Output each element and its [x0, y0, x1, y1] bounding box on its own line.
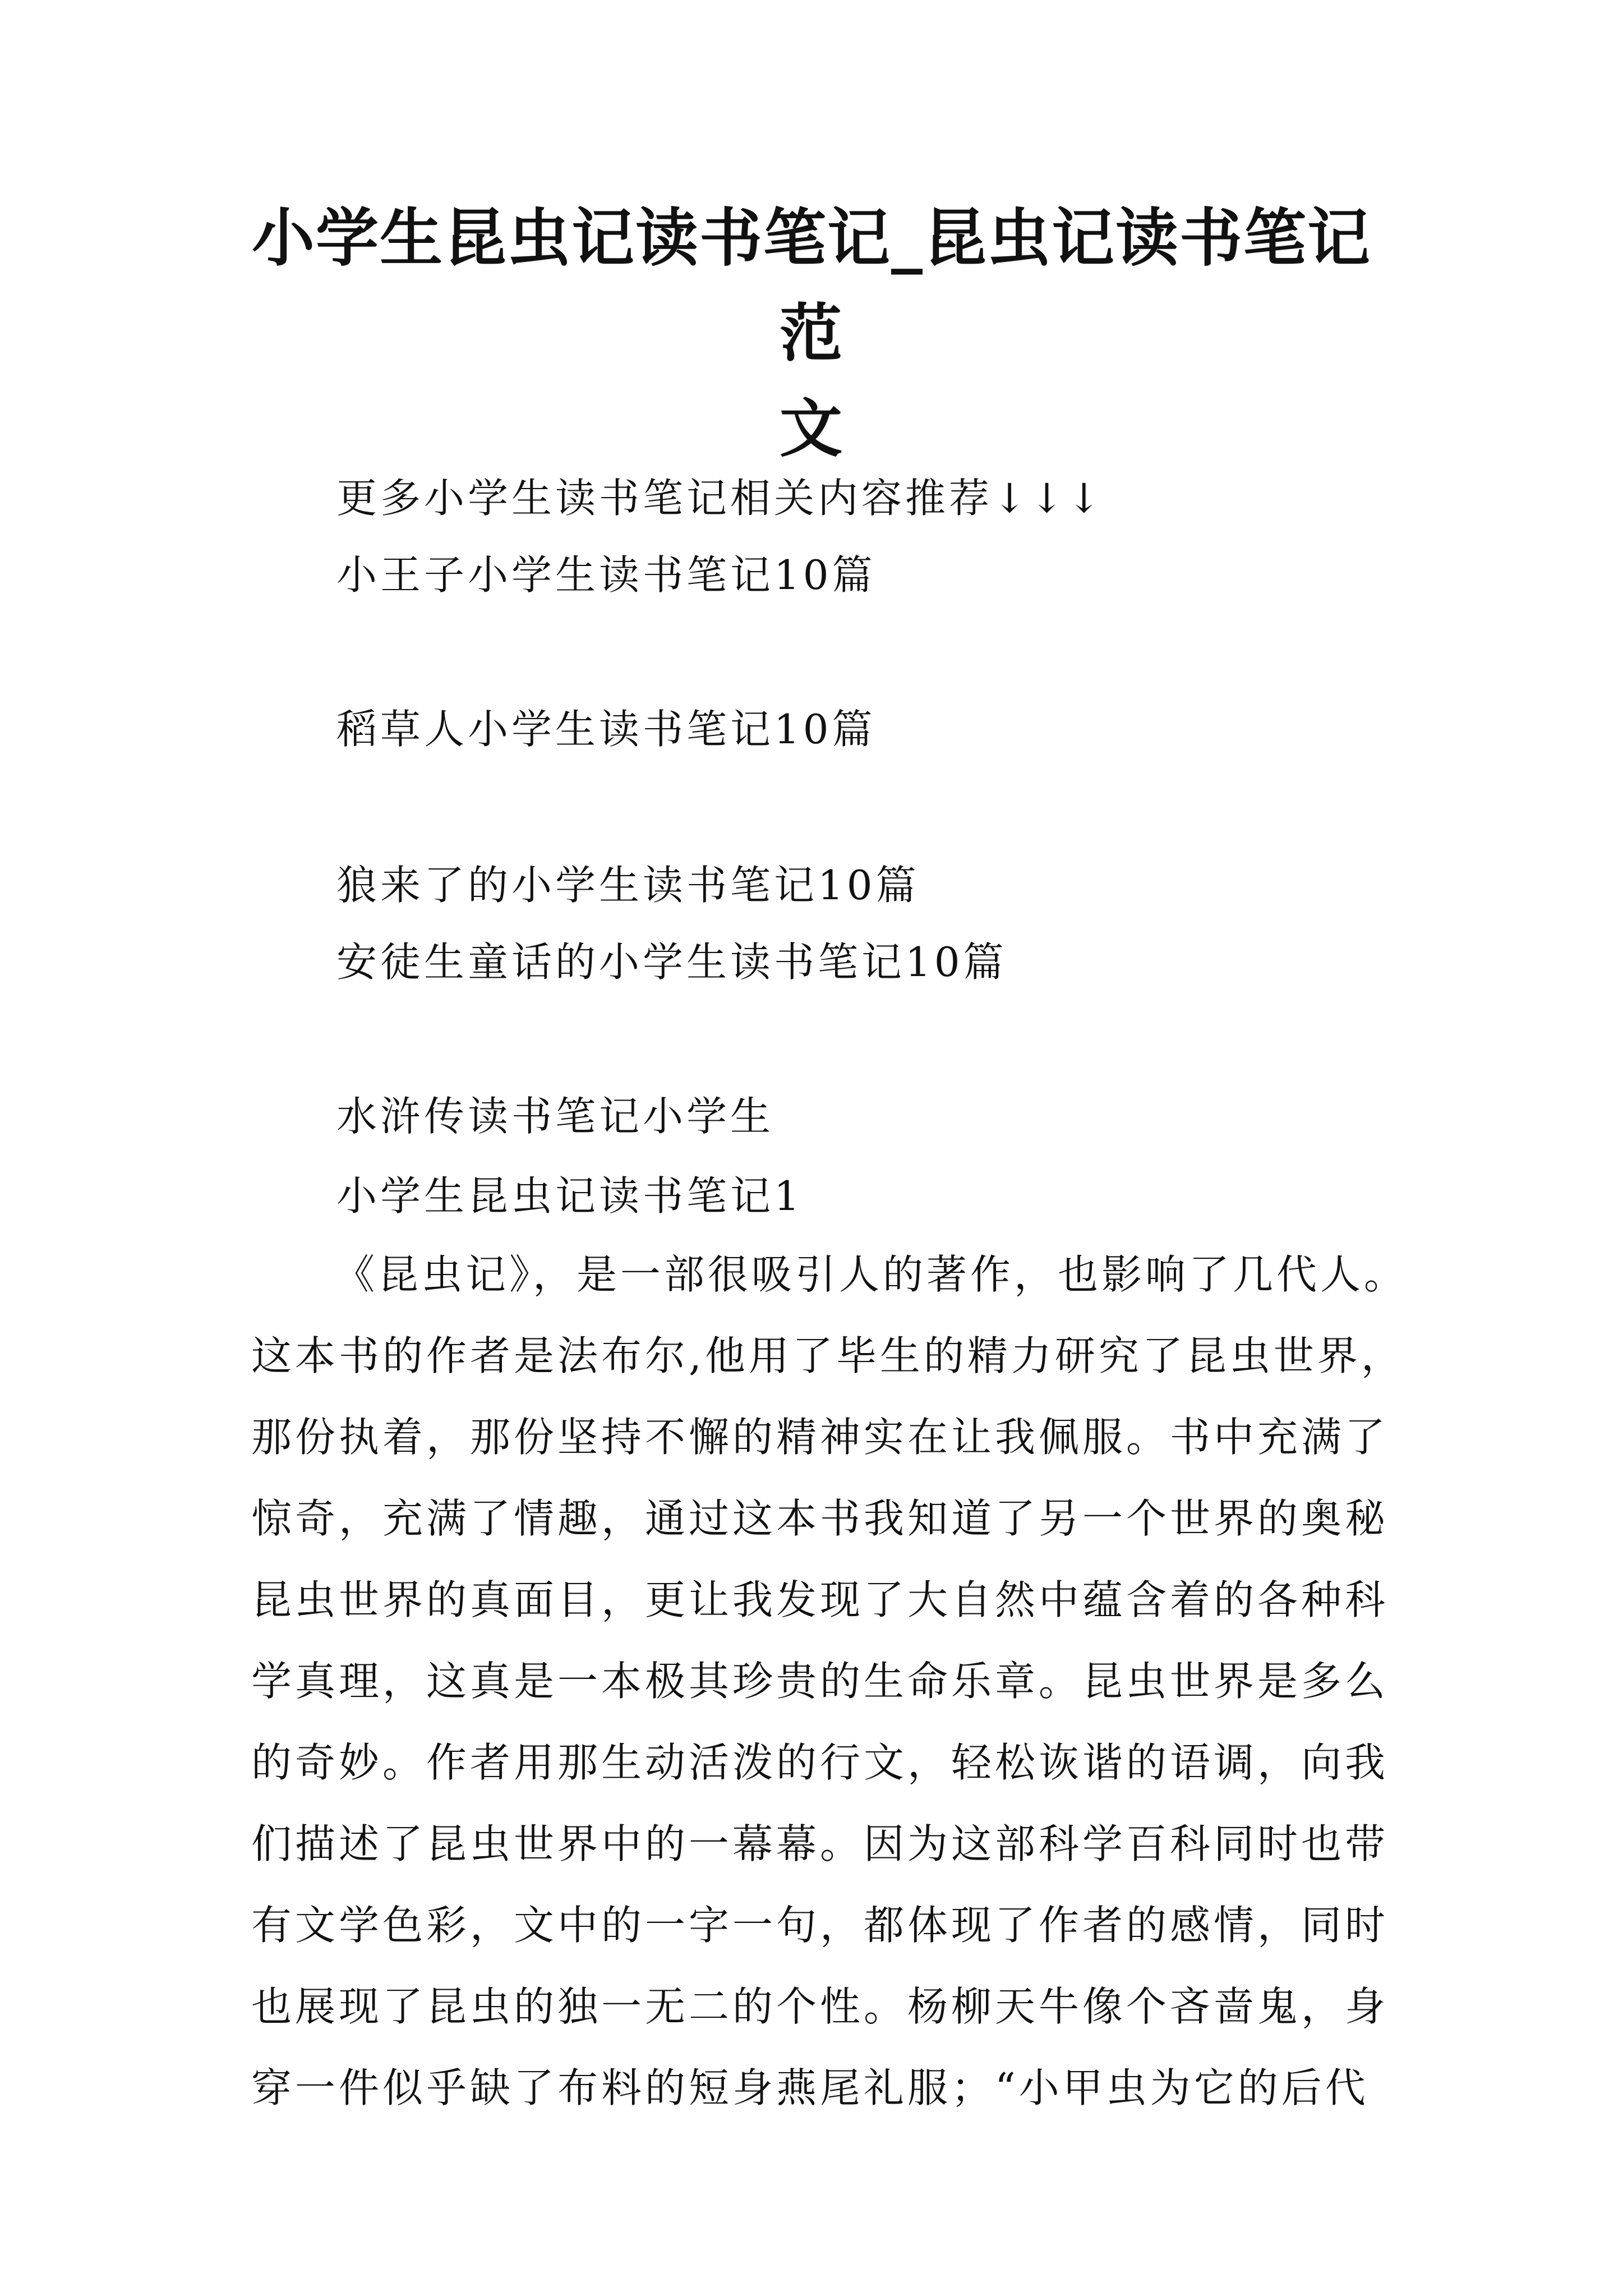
paragraph-line: 的奇妙。作者用那生动活泼的行文，轻松诙谐的语调，向我 — [251, 1739, 1389, 1786]
paragraph-line: 们描述了昆虫世界中的一幕幕。因为这部科学百科同时也带 — [251, 1820, 1389, 1867]
paragraph-line: 惊奇，充满了情趣，通过这本书我知道了另一个世界的奥秘 — [251, 1495, 1389, 1542]
document-title — [236, 191, 1387, 477]
title-line-1: 小学生昆虫记读书笔记_昆虫记读书笔记范 — [252, 201, 1371, 370]
paragraph-line: 有文学色彩，文中的一字一句，都体现了作者的感情，同时 — [251, 1902, 1389, 1949]
recommend-header: 更多小学生读书笔记相关内容推荐↓↓↓ — [336, 475, 1104, 522]
section-heading: 小学生昆虫记读书笔记1 — [336, 1172, 803, 1220]
recommend-link-5[interactable]: 水浒传读书笔记小学生 — [336, 1093, 774, 1140]
paragraph-line: 昆虫世界的真面目，更让我发现了大自然中蕴含着的各种科 — [251, 1576, 1389, 1623]
recommend-link-1[interactable]: 小王子小学生读书笔记10篇 — [336, 551, 876, 599]
recommend-link-4[interactable]: 安徒生童话的小学生读书笔记10篇 — [336, 938, 1007, 986]
recommend-link-3[interactable]: 狼来了的小学生读书笔记10篇 — [336, 862, 920, 909]
paragraph-line: 穿一件似乎缺了布料的短身燕尾礼服；“小甲虫为它的后代 — [251, 2064, 1369, 2111]
paragraph-line: 学真理，这真是一本极其珍贵的生命乐章。昆虫世界是多么 — [251, 1658, 1389, 1705]
paragraph-line: 也展现了昆虫的独一无二的个性。杨柳天牛像个吝啬鬼，身 — [251, 1983, 1389, 2030]
paragraph-line: 这本书的作者是法布尔,他用了毕生的精力研究了昆虫世界， — [251, 1332, 1405, 1379]
body-paragraph — [251, 1234, 1407, 2129]
title-line-2: 文 — [780, 392, 843, 466]
recommend-link-2[interactable]: 稻草人小学生读书笔记10篇 — [336, 706, 876, 753]
paragraph-line: 那份执着，那份坚持不懈的精神实在让我佩服。书中充满了 — [251, 1414, 1389, 1461]
paragraph-line: 《昆虫记》，是一部很吸引人的著作，也影响了几代人。 — [334, 1251, 1408, 1298]
